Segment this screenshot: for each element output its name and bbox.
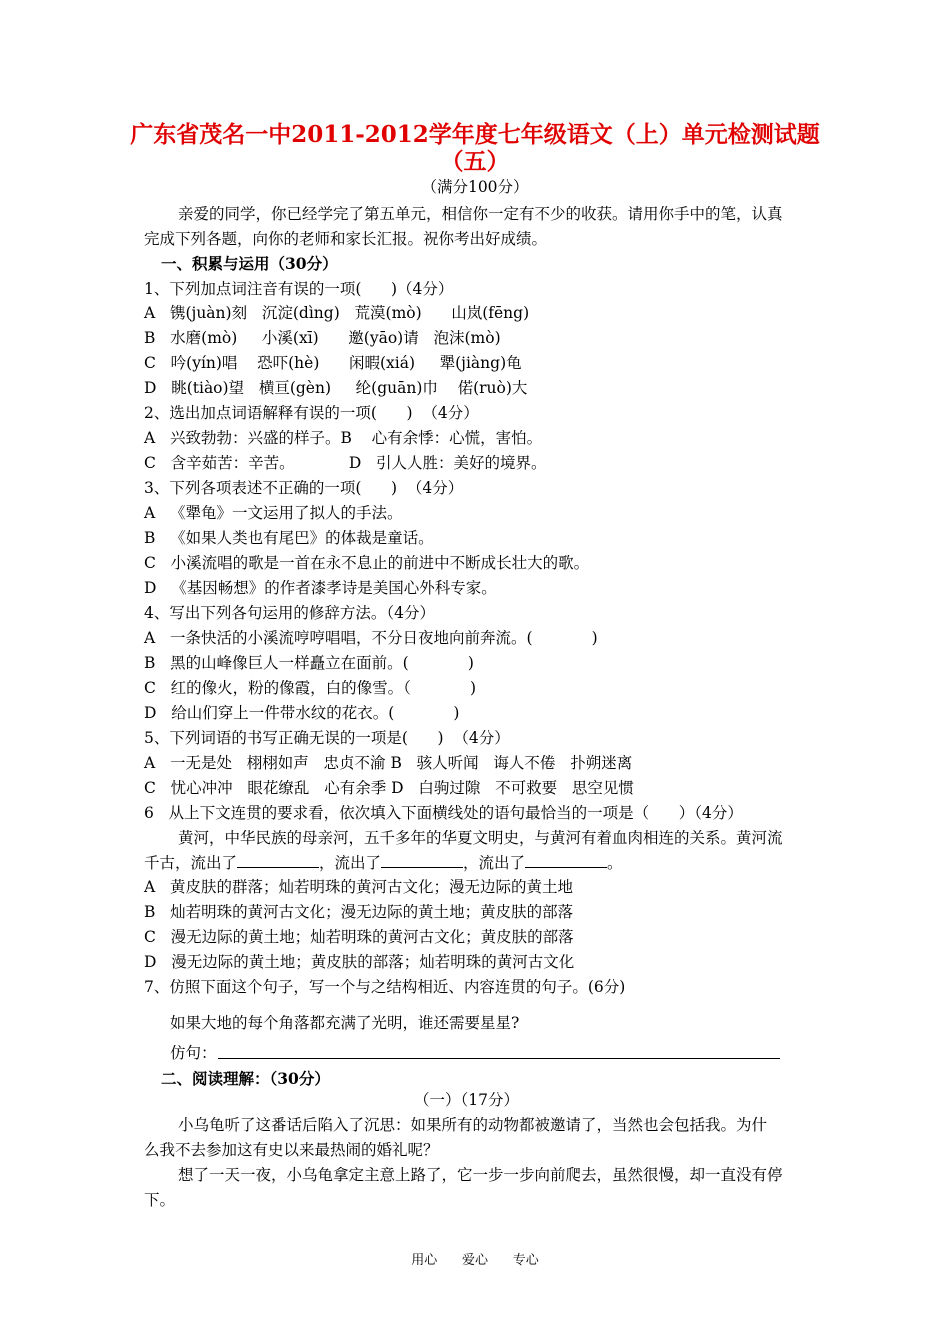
option: A 黄皮肤的群落；灿若明珠的黄河古文化；漫无边际的黄土地 [144, 878, 573, 896]
blank-line [237, 853, 319, 868]
option: C 红的像火，粉的像霞，白的像雪。（ ) [144, 679, 477, 697]
intro-line: 完成下列各题，向你的老师和家长汇报。祝你考出好成绩。 [144, 230, 548, 248]
option: B 《如果人类也有尾巴》的体裁是童话。 [144, 529, 434, 547]
option: B 灿若明珠的黄河古文化；漫无边际的黄土地；黄皮肤的部落 [144, 903, 574, 921]
section-heading: 二、阅读理解：（30分） [161, 1069, 330, 1088]
option: C 忧心冲冲 眼花缭乱 心有余季 D 白驹过隙 不可救要 思空见惯 [144, 779, 634, 797]
passage-line: 下。 [144, 1191, 176, 1209]
option: C 漫无边际的黄土地；灿若明珠的黄河古文化；黄皮肤的部落 [144, 928, 574, 946]
question-stem: 1、下列加点词注音有误的一项( )（4分） [144, 280, 454, 298]
option: A 兴致勃勃：兴盛的样子。B 心有余悸：心慌，害怕。 [144, 429, 543, 447]
passage-line [144, 853, 623, 873]
option: A 《犟龟》一文运用了拟人的手法。 [144, 504, 403, 522]
question-stem: 6 从上下文连贯的要求看，依次填入下面横线处的语句最恰当的一项是（ ）（4分） [144, 804, 743, 822]
intro-line: 亲爱的同学，你已经学完了第五单元，相信你一定有不少的收获。请用你手中的笔，认真 [178, 205, 783, 223]
passage-line: 么我不去参加这有史以来最热闹的婚礼呢？ [144, 1141, 439, 1159]
section-heading: 一、积累与运用（30分） [161, 254, 338, 273]
option: C 含辛茹苦：辛苦。 D 引人人胜：美好的境界。 [144, 454, 547, 472]
option: B 黑的山峰像巨人一样矗立在面前。( ) [144, 654, 474, 672]
question-stem: 2、选出加点词语解释有误的一项( ) （4分） [144, 404, 479, 422]
question-stem: 3、下列各项表述不正确的一项( ) （4分） [144, 479, 464, 497]
document-title-part: （五） [440, 148, 510, 175]
passage-line: 小乌龟听了这番话后陷入了沉思：如果所有的动物都被邀请了，当然也会包括我。为什 [178, 1116, 768, 1134]
option: D 眺(tiào)望 横亘(gèn) 纶(guān)巾 偌(ruò)大 [144, 379, 528, 397]
blank-line [381, 853, 463, 868]
option: B 水磨(mò) 小溪(xī) 邀(yāo)请 泡沫(mò) [144, 329, 501, 347]
passage-text: 千古，流出了 [144, 854, 238, 872]
question-stem: 7、仿照下面这个句子，写一个与之结构相近、内容连贯的句子。(6分) [144, 978, 626, 996]
imitate-label: 仿句： [170, 1044, 217, 1062]
answer-line[interactable] [218, 1058, 780, 1059]
score-note: （满分100分） [421, 178, 529, 196]
reading-part-label: （一）（17分） [414, 1091, 519, 1109]
option: A 一条快活的小溪流哼哼唱唱，不分日夜地向前奔流。( ) [144, 629, 598, 647]
question-stem: 5、下列词语的书写正确无误的一项是( ) （4分） [144, 729, 510, 747]
page-footer: 用心 爱心 专心 [411, 1253, 539, 1268]
passage-text: 。 [607, 854, 623, 872]
document-title: 广东省茂名一中2011-2012学年度七年级语文（上）单元检测试题 [130, 121, 820, 148]
option: D 《基因畅想》的作者漆孝诗是美国心外科专家。 [144, 579, 497, 597]
passage-text: ，流出了 [463, 854, 526, 872]
example-sentence: 如果大地的每个角落都充满了光明，谁还需要星星? [170, 1014, 520, 1032]
passage-line: 想了一天一夜，小乌龟拿定主意上路了，它一步一步向前爬去，虽然很慢，却一直没有停 [178, 1166, 783, 1184]
passage-line: 黄河，中华民族的母亲河，五千多年的华夏文明史，与黄河有着血肉相连的关系。黄河流 [178, 829, 783, 847]
option: C 小溪流唱的歌是一首在永不息止的前进中不断成长壮大的歌。 [144, 554, 590, 572]
option: A 镌(juàn)刻 沉淀(dìng) 荒漠(mò) 山岚(fēng) [144, 304, 530, 322]
question-stem: 4、写出下列各句运用的修辞方法。（4分） [144, 604, 435, 622]
option: D 漫无边际的黄土地；黄皮肤的部落；灿若明珠的黄河古文化 [144, 953, 575, 971]
option: C 吟(yín)唱 恐吓(hè) 闲暇(xiá) 犟(jiàng)龟 [144, 354, 522, 372]
option: D 给山们穿上一件带水纹的花衣。( ) [144, 704, 460, 722]
option: A 一无是处 栩栩如声 忠贞不渝 B 骇人听闻 诲人不倦 扑朔迷离 [144, 754, 633, 772]
blank-line [525, 853, 607, 868]
passage-text: ，流出了 [319, 854, 382, 872]
